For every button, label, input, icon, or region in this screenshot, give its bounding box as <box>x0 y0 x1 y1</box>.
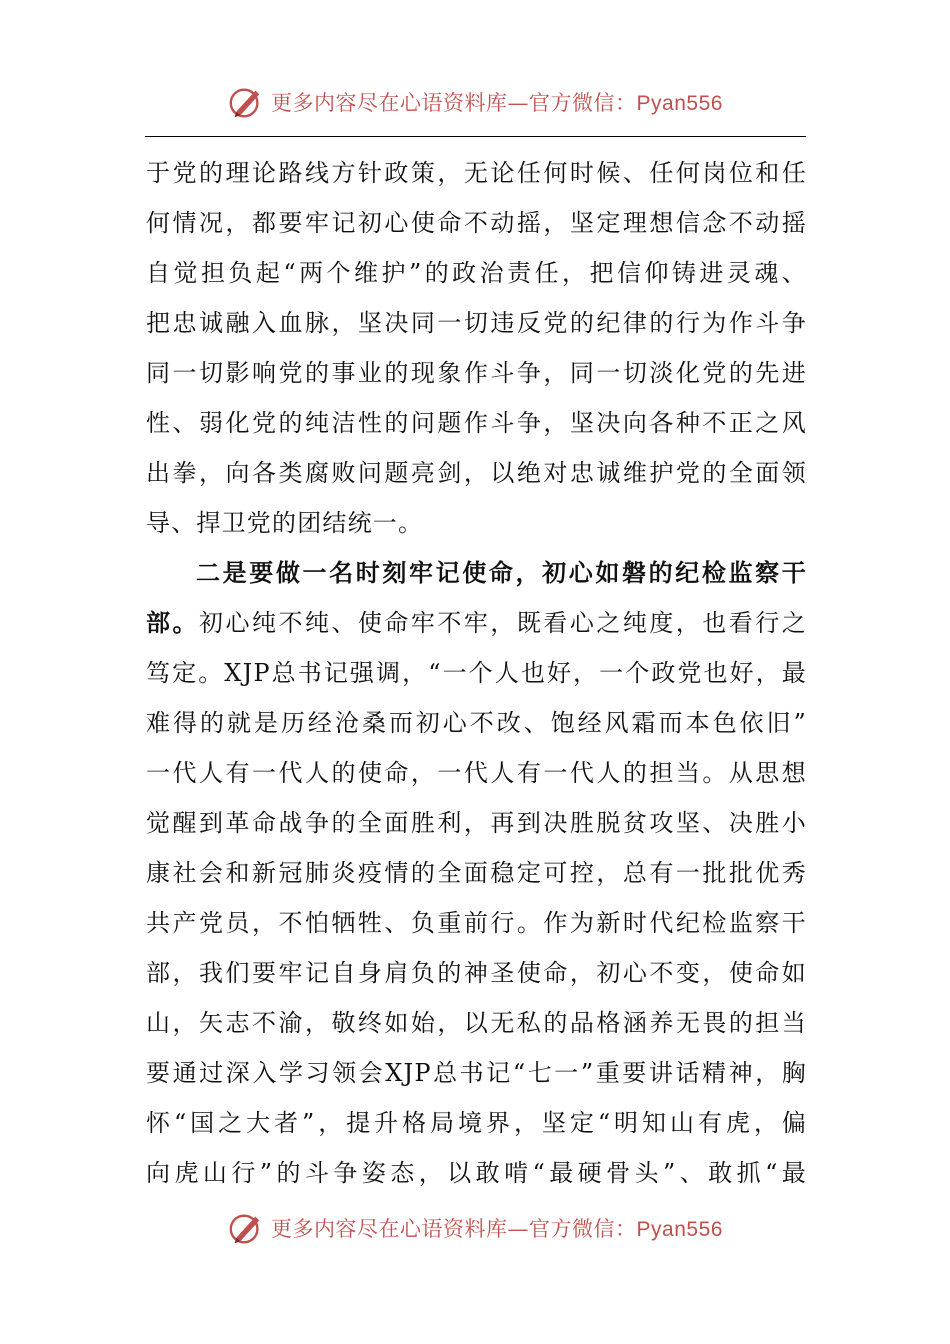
text-line: 觉醒到革命战争的全面胜利，再到决胜脱贫攻坚、决胜小 <box>146 809 807 837</box>
text-line: 部。初心纯不纯、使命牢不牢，既看心之纯度，也看行之 <box>146 608 807 637</box>
text-line: 共产党员，不怕牺牲、负重前行。作为新时代纪检监察干 <box>146 909 807 937</box>
paragraph-1 <box>146 148 807 548</box>
pen-logo-icon <box>227 83 265 121</box>
text-line: 于党的理论路线方针政策，无论任何时候、任何岗位和任 <box>146 159 807 187</box>
text-line: 向虎山行”的斗争姿态，以敢啃“最硬骨头”、敢抓“最 <box>146 1159 807 1187</box>
header-rule <box>145 136 806 137</box>
section-heading-end: 部。 <box>146 608 199 637</box>
paragraph-2 <box>146 548 807 1198</box>
text-line: 何情况，都要牢记初心使命不动摇，坚定理想信念不动摇 <box>146 209 807 237</box>
header-banner-text: 更多内容尽在心语资料库—官方微信：Pyan556 <box>271 91 723 115</box>
text-line: 性、弱化党的纯洁性的问题作斗争，坚决向各种不正之风 <box>146 409 807 437</box>
footer-banner <box>0 1206 950 1250</box>
text-line: 康社会和新冠肺炎疫情的全面稳定可控，总有一批批优秀 <box>146 859 807 887</box>
text-line: 自觉担负起“两个维护”的政治责任，把信仰铸进灵魂、 <box>146 259 807 287</box>
footer-banner-text: 更多内容尽在心语资料库—官方微信：Pyan556 <box>271 1217 723 1241</box>
text-line: 怀“国之大者”，提升格局境界，坚定“明知山有虎，偏 <box>146 1109 807 1137</box>
document-body <box>146 148 807 1198</box>
text-line: 出拳，向各类腐败问题亮剑，以绝对忠诚维护党的全面领 <box>146 459 807 487</box>
text-line: 一代人有一代人的使命，一代人有一代人的担当。从思想 <box>146 759 807 787</box>
text-line: 部，我们要牢记自身肩负的神圣使命，初心不变，使命如 <box>146 959 807 987</box>
text-line: 把忠诚融入血脉，坚决同一切违反党的纪律的行为作斗争 <box>146 309 807 337</box>
section-heading: 二是要做一名时刻牢记使命，初心如磐的纪检监察干 <box>196 558 807 587</box>
text-line: 导、捍卫党的团结统一。 <box>146 509 424 537</box>
pen-logo-icon <box>227 1209 265 1247</box>
header-banner <box>0 80 950 124</box>
text-line: 要通过深入学习领会XJP总书记“七一”重要讲话精神，胸 <box>146 1059 807 1087</box>
text-line: 同一切影响党的事业的现象作斗争，同一切淡化党的先进 <box>146 359 807 387</box>
text-line: 难得的就是历经沧桑而初心不改、饱经风霜而本色依旧” <box>146 709 807 737</box>
text-line: 笃定。XJP总书记强调，“一个人也好，一个政党也好，最 <box>146 659 807 687</box>
text-line: 山，矢志不渝，敬终如始，以无私的品格涵养无畏的担当 <box>146 1009 807 1037</box>
